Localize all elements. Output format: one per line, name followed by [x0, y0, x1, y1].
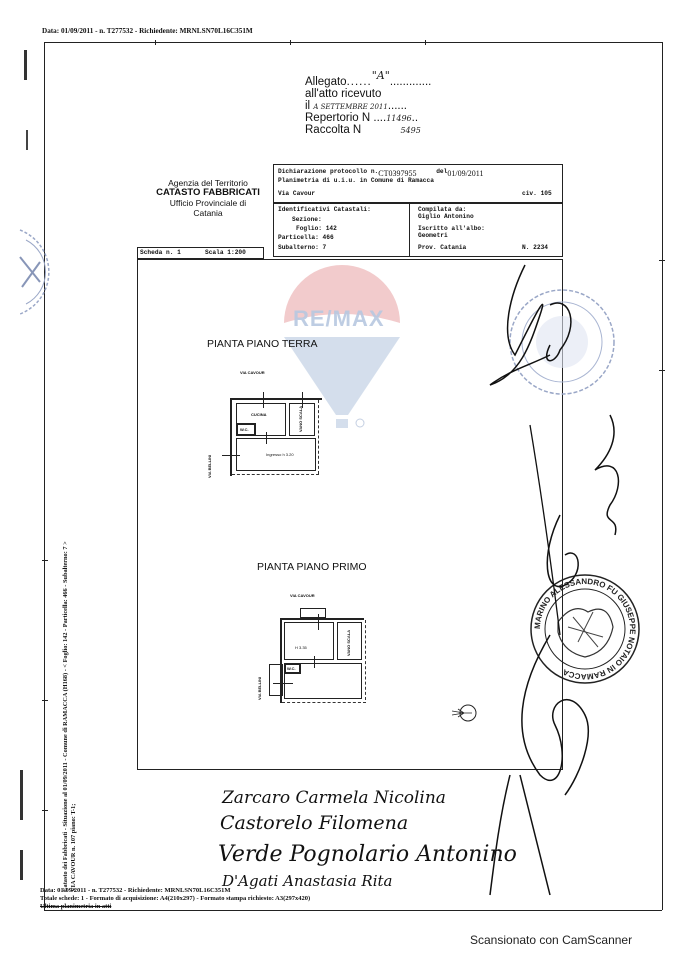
registration-number: N. 2234 — [522, 244, 548, 251]
il-row: il A SETTEMBRE 2011...... — [305, 100, 407, 112]
annex — [269, 664, 283, 696]
boundary-dashed — [282, 702, 366, 703]
label-wc: W.C. — [240, 427, 249, 432]
header-reference: Data: 01/09/2011 - n. T277532 - Richiedente: MRNLSN70L16C351M — [42, 27, 253, 35]
frame-left — [44, 42, 45, 910]
province: Prov. Catania — [418, 244, 467, 251]
subalterno: Subalterno: 7 — [278, 244, 327, 251]
frame-tick — [42, 560, 48, 561]
albo: Geometri — [418, 232, 448, 239]
plan-first-street-top: VIA CAVOUR — [290, 593, 315, 598]
label-cucina: CUCINA — [251, 412, 267, 417]
allegato-value: "A" — [371, 69, 390, 82]
repertorio-value: 11496 — [386, 114, 412, 123]
atto-label: all'atto ricevuto — [305, 88, 382, 100]
side-margin-line1: Catasto dei Fabbricati - Situazione al 01/09/2011 - Comune di RAMACCA (H168) - < Foglio: 142 - Particella: 466 - Subalterno: 7 > — [62, 541, 69, 892]
footer-last-plan: Ultima planimetria in atti — [40, 903, 112, 910]
signature-name-1: Zarcaro Carmela Nicolina — [222, 788, 446, 808]
opening-mark — [266, 432, 267, 444]
raccolta-label: Raccolta N — [305, 124, 362, 136]
compilata-name: Giglio Antonino — [418, 213, 474, 220]
wall — [280, 618, 364, 620]
plan-first-title: PIANTA PIANO PRIMO — [257, 561, 367, 573]
label-vano-scala: VANO SCALA — [298, 405, 303, 432]
agency-block — [148, 178, 268, 218]
protocol-date: 01/09/2011 — [447, 169, 484, 178]
signature-strokes-icon — [470, 255, 670, 915]
particella: Particella: 466 — [278, 234, 334, 241]
opening-mark — [318, 614, 319, 630]
wall — [230, 398, 322, 400]
wall — [230, 398, 232, 476]
iscritto-label: Iscritto all'albo: — [418, 225, 485, 232]
footer-reference: Data: 01/09/2011 - n. T277532 - Richiedente: MRNLSN70L16C351M — [40, 887, 231, 894]
label-main: H 3.35 — [295, 645, 307, 650]
frame-top — [44, 42, 662, 43]
agency-city: Catania — [193, 208, 223, 218]
label-ingresso: Ingresso h 3.20 — [266, 452, 294, 457]
scan-artifact — [24, 50, 27, 80]
agency-office: Ufficio Provinciale di — [169, 198, 247, 208]
raccolta-value: 5495 — [400, 126, 421, 135]
plan-ground-street-side: VIA BELLINI — [207, 454, 212, 478]
remax-watermark-text: RE/MAX — [293, 306, 385, 331]
partial-stamp-icon — [10, 222, 70, 322]
repertorio-row: Repertorio N ....11496.. — [305, 112, 419, 124]
compilata-label: Compilata da: — [418, 206, 467, 213]
boundary-dashed — [318, 400, 319, 474]
scan-artifact — [26, 130, 28, 150]
opening-mark — [263, 392, 264, 408]
protocol-row — [278, 166, 484, 178]
il-label: il — [305, 100, 311, 112]
sezione: Sezione: — [292, 216, 322, 223]
foglio: Foglio: 142 — [296, 225, 337, 232]
address: Via Cavour — [278, 190, 316, 197]
identifiers-divider — [409, 203, 410, 257]
il-value: A SETTEMBRE 2011 — [313, 103, 388, 111]
allegato-text: Allegato — [305, 76, 347, 88]
frame-tick — [290, 40, 291, 45]
signature-name-2: Castorelo Filomena — [220, 812, 409, 834]
plan-first-street-side: VIA BELLINI — [257, 676, 262, 700]
raccolta-row — [305, 124, 421, 137]
opening-mark — [222, 455, 240, 456]
protocol-number: CT0397955 — [378, 169, 417, 178]
planimetria-line: Planimetria di u.i.u. in Comune di Ramacca — [278, 177, 434, 184]
boundary-dashed — [232, 474, 319, 475]
identifiers-title: Identificativi Catastali: — [278, 206, 371, 213]
frame-tick — [425, 40, 426, 45]
scan-artifact — [20, 850, 23, 880]
scan-artifact — [20, 770, 23, 820]
allegato-label: Allegato......"A"............. — [305, 69, 432, 88]
agency-department: CATASTO FABBRICATI — [156, 187, 260, 198]
plan-ground-street-top: VIA CAVOUR — [240, 370, 265, 375]
agency-name: Agenzia del Territorio — [168, 178, 248, 188]
opening-mark — [314, 656, 315, 668]
scheda-scale: Scala 1:200 — [205, 249, 246, 256]
label-vano-scala-first: VANO SCALA — [346, 629, 351, 656]
side-margin-line2: VIA CAVOUR n. 107 piano: T-1; — [70, 803, 77, 892]
frame-tick — [42, 810, 48, 811]
frame-tick — [155, 40, 156, 45]
civic-number: civ. 105 — [522, 190, 552, 197]
signature-name-3: Verde Pognolario Antonino — [218, 842, 517, 867]
room-main — [284, 622, 334, 660]
balcony — [300, 608, 326, 618]
footer-format: Totale schede: 1 - Formato di acquisizione: A4(210x297) - Formato stampa richiesto: A3(297x420) — [40, 895, 311, 902]
scheda-number: Scheda n. 1 — [140, 249, 181, 256]
frame-tick — [42, 700, 48, 701]
opening-mark — [273, 683, 293, 684]
label-wc-first: W.C. — [287, 666, 296, 671]
signature-name-4: D'Agati Anastasia Rita — [222, 872, 393, 890]
del-label: del — [436, 168, 448, 175]
repertorio-label: Repertorio N — [305, 112, 371, 124]
camscanner-label: Scansionato con CamScanner — [470, 933, 633, 947]
protocol-label: Dichiarazione protocollo n. — [278, 168, 379, 175]
plan-ground-title: PIANTA PIANO TERRA — [207, 338, 318, 350]
stamp-text: MARINO ALESSANDRO FU GIUSEPPE NOTAIO IN RAMACCA — [532, 576, 638, 682]
boundary-dashed — [365, 620, 366, 700]
